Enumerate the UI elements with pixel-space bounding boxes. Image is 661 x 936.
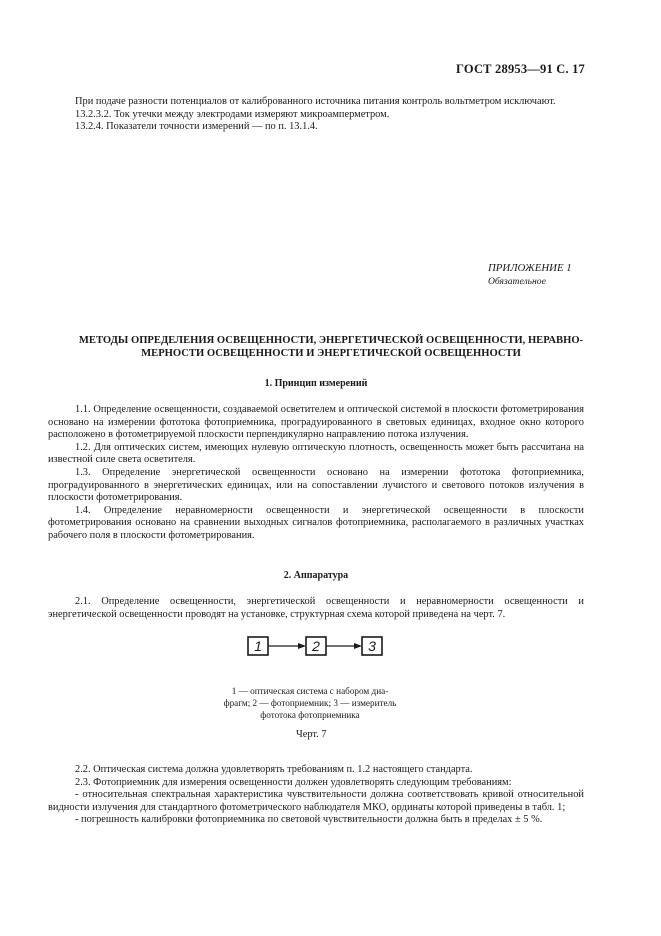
paragraph: 13.2.3.2. Ток утечки между электродами измеряют микроамперметром. xyxy=(75,108,390,120)
section-1-text xyxy=(48,404,584,543)
section-2-text xyxy=(48,596,584,621)
diagram-box-label: 2 xyxy=(312,638,320,654)
diagram-box-label: 1 xyxy=(254,638,262,654)
diagram-box-label: 3 xyxy=(368,638,376,654)
paragraph: 2.3. Фотоприемник для измерения освещенности должен удовлетворять следующим требованиям: xyxy=(75,776,512,788)
arrow-head-icon xyxy=(298,643,306,649)
legend-line: фототока фотоприемника xyxy=(260,710,360,720)
paragraph: 1.1. Определение освещенности, создаваемой осветителем и оптической системой в плоскости фотометрирования основано на измерении фототока фотоприемника, проградуированного в световых единицах, входное окно которого расположено в фотометрируемой плоскости перпендикулярно направлению потока излучения. xyxy=(48,404,584,441)
legend-line: 1 — оптическая система с набором диа- xyxy=(231,686,389,696)
appendix-status: Обязательное xyxy=(488,276,546,287)
section-title: 1. Принцип измерений xyxy=(264,378,368,389)
main-title-line: МЕТОДЫ ОПРЕДЕЛЕНИЯ ОСВЕЩЕННОСТИ, ЭНЕРГЕТИЧЕСКОЙ ОСВЕЩЕННОСТИ, НЕРАВНО- xyxy=(78,335,584,346)
appendix-label xyxy=(488,262,572,288)
section-2-continued xyxy=(48,764,584,827)
section-title: 2. Аппаратура xyxy=(283,570,349,581)
paragraph: 2.1. Определение освещенности, энергетической освещенности и неравномерности освещенности и энергетической освещенности проводят на установке, структурная схема которой приведена на черт. 7. xyxy=(48,596,584,620)
intro-text xyxy=(48,96,584,134)
list-item: - погрешность калибровки фотоприемника по световой чувствительности должна быть в пределах ± 5 %. xyxy=(75,814,543,826)
main-title-line: МЕРНОСТИ ОСВЕЩЕННОСТИ И ЭНЕРГЕТИЧЕСКОЙ ОСВЕЩЕННОСТИ xyxy=(141,348,521,359)
paragraph: При подаче разности потенциалов от калиброванного источника питания контроль вольтметром исключают. xyxy=(75,96,556,107)
block-diagram xyxy=(246,634,386,660)
appendix-number: ПРИЛОЖЕНИЕ 1 xyxy=(488,262,572,274)
paragraph: 1.2. Для оптических систем, имеющих нулевую оптическую плотность, освещенность может быть рассчитана на известной силе света осветителя. xyxy=(48,441,584,466)
diagram-legend xyxy=(210,685,410,721)
list-item: - относительная спектральная характеристика чувствительности должна соответствовать кривой относительной видности излучения для стандартного фотометрического наблюдателя МКО, ординаты которой приведены в табл. 1; xyxy=(48,789,584,813)
main-title xyxy=(48,334,614,360)
page-header: ГОСТ 28953—91 С. 17 xyxy=(456,62,585,76)
paragraph: 1.4. Определение неравномерности освещенности и энергетической освещенности в плоскости фотометрирования основано на сравнении выходных сигналов фотоприемника, располагаемого в различных участках рабочего поля в плоскости фотометрирования. xyxy=(48,504,584,541)
figure-caption: Черт. 7 xyxy=(296,729,327,740)
paragraph: 13.2.4. Показатели точности измерений — по п. 13.1.4. xyxy=(75,121,318,133)
legend-line: фрагм; 2 — фотоприемник; 3 — измеритель xyxy=(223,698,397,708)
arrow-head-icon xyxy=(354,643,362,649)
paragraph: 1.3. Определение энергетической освещенности основано на измерении фототока фотоприемника, проградуированного в энергетических единицах, или на сопоставлении лучистого и светового потоков излучения в плоскости фотометрирования. xyxy=(48,466,584,504)
paragraph: 2.2. Оптическая система должна удовлетворять требованиям п. 1.2 настоящего стандарта. xyxy=(75,764,473,775)
